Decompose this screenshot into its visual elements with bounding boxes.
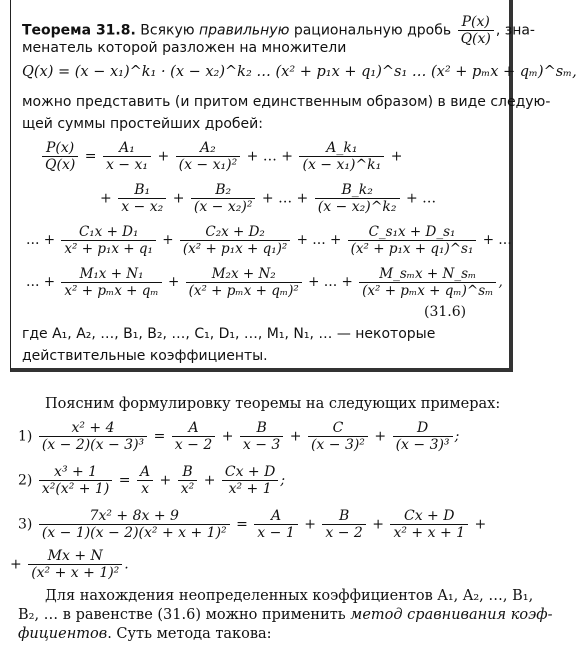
term-numerator: Mx + N [28,548,122,565]
plus-sign: + [474,516,487,533]
semicolon: ; [280,472,286,489]
term-fraction [359,266,496,299]
term-numerator: C [308,420,368,437]
term-denominator: (x² + pₘx + qₘ)² [188,283,299,299]
semicolon: ; [454,428,460,445]
term-numerator: B_k₂ [315,182,400,199]
term-denominator: (x − 1)(x − 2)(x² + x + 1)² [41,525,227,541]
plus-sign: + [203,472,216,489]
lhs-numerator: P(x) [42,140,78,157]
theorem-line-4: можно представить (и притом единственным образом) в виде следую- [22,94,551,110]
term-fraction [186,266,302,299]
decomposition-row-2 [100,182,436,215]
plus-sign: + [157,148,170,165]
term-numerator: C₁x + D₁ [61,224,156,241]
term-fraction [299,140,384,173]
term-denominator: (x² + pₘx + qₘ)^sₘ [362,283,494,299]
theorem-line-2: менатель которой разложен на множители [22,40,347,56]
theorem-text-a: Всякую [140,22,195,39]
term-numerator: x³ + 1 [39,464,112,481]
term-numerator: B₂ [191,182,256,199]
term-numerator: A [254,508,297,525]
term-numerator: A_k₁ [299,140,384,157]
term-fraction [28,548,122,581]
term-numerator: B [178,464,198,481]
term-fraction [61,224,156,257]
term-fraction [172,420,215,453]
comma: , [498,274,503,290]
lhs-denominator: Q(x) [45,157,76,173]
example-label: 3) [18,516,33,533]
closing-emphasis: фициентов [18,626,108,642]
term-denominator: (x − x₁)² [178,157,238,173]
term-denominator: x² + p₁x + q₁ [64,241,153,257]
closing-line-2 [18,607,553,623]
term-numerator: 7x² + 8x + 9 [39,508,230,525]
plus-sign: + [221,428,234,445]
term-numerator: D [393,420,453,437]
term-denominator: x − 2 [174,437,213,453]
closing-text: B₂, … в равенстве (31.6) можно применить [18,607,346,623]
term-denominator: (x − x₂)² [193,199,253,215]
term-denominator: x [141,481,149,497]
term-fraction [137,464,153,497]
term-fraction [39,464,112,497]
factorization-formula: Q(x) = (x − x₁)^k₁ · (x − x₂)^k₂ … (x² + p₁x + q₁)^s₁ … (x² + pₘx + qₘ)^sₘ, [22,64,577,80]
closing-line-3 [18,626,272,642]
term-fraction [254,508,297,541]
theorem-emphasis: правильную [198,22,290,39]
term-fraction [390,508,468,541]
examples-intro: Поясним формулировку теоремы на следующих примерах: [45,396,501,412]
term-denominator: (x − x₁)^k₁ [302,157,382,173]
term-numerator: A [137,464,153,481]
plus-sign: + [167,274,180,290]
term-fraction [393,420,453,453]
ellipsis-plus: + … + [296,232,342,248]
term-numerator: B₁ [118,182,166,199]
term-numerator: A₂ [176,140,241,157]
term-numerator: C₂x + D₂ [180,224,290,241]
ellipsis-plus: … + [26,274,56,290]
term-fraction [315,182,400,215]
term-denominator: (x − 3)³ [395,437,450,453]
plus-sign: + [162,232,174,248]
decomposition-row-1 [40,140,402,173]
term-numerator: M₁x + N₁ [61,266,161,283]
plus-sign: + [172,190,185,207]
term-denominator: x² + x + 1 [393,525,466,541]
plus-sign: + [372,516,384,533]
ellipsis-plus: + … + [261,190,309,207]
plus-sign: + [100,190,112,207]
where-line-2: действительные коэффициенты. [22,348,268,364]
term-denominator: x²(x² + 1) [41,481,110,497]
closing-line-1: Для нахождения неопределенных коэффициентов A₁, A₂, …, B₁, [45,588,534,604]
term-denominator: (x² + x + 1)² [31,565,120,581]
term-numerator: M₂x + N₂ [186,266,302,283]
lhs-fraction [42,140,78,173]
term-denominator: x² + pₘx + qₘ [64,283,159,299]
example-label: 1) [18,428,33,445]
term-fraction [118,182,166,215]
plus-sign: + [159,472,172,489]
term-fraction [322,508,365,541]
term-numerator: A₁ [103,140,151,157]
decomposition-row-3 [26,224,512,257]
ellipsis-plus: + … + [308,274,353,290]
term-fraction [308,420,368,453]
example-2 [18,464,285,497]
term-fraction [180,224,290,257]
fraction-denominator: Q(x) [460,31,491,47]
equals-sign: = [118,472,131,489]
term-fraction [39,420,147,453]
plus-sign: + [289,428,302,445]
plus-sign: + [374,428,387,445]
ellipsis-plus: + … + [246,148,294,165]
equals-sign: = [84,148,97,165]
term-numerator: x² + 4 [39,420,147,437]
term-denominator: x − 3 [242,437,281,453]
theorem-title: Теорема 31.8. [22,22,136,39]
term-denominator: x − x₂ [121,199,164,215]
term-fraction [240,420,283,453]
plus-sign: + [10,556,22,573]
term-fraction [39,508,230,541]
ellipsis-plus: … + [26,232,56,248]
term-denominator: (x − 3)² [310,437,365,453]
plus-ellipsis: + … [405,190,437,207]
term-fraction [176,140,241,173]
term-denominator: (x − 2)(x − 3)³ [41,437,145,453]
plus-sign: + [304,516,316,533]
term-denominator: x − x₁ [105,157,148,173]
term-numerator: M_sₘx + N_sₘ [359,266,496,283]
term-fraction [348,224,477,257]
term-denominator: (x − x₂)^k₂ [317,199,397,215]
decomposition-row-4 [26,266,503,299]
closing-emphasis: метод сравнивания коэф- [350,607,553,623]
equals-sign: = [236,516,248,533]
theorem-text-c: , зна- [495,22,535,39]
term-denominator: x − 1 [257,525,295,541]
term-denominator: x² [180,481,195,497]
term-numerator: B [322,508,365,525]
example-3 [18,508,486,541]
theorem-text-b: рациональную дробь [293,22,452,39]
term-fraction [61,266,161,299]
term-fraction [222,464,278,497]
term-denominator: (x² + p₁x + q₁)² [182,241,288,257]
equals-sign: = [153,428,166,445]
term-numerator: Cx + D [222,464,278,481]
fraction-numerator: P(x) [458,14,494,31]
theorem-fraction [458,14,494,47]
term-fraction [103,140,151,173]
term-denominator: x² + 1 [228,481,272,497]
equation-number: (31.6) [424,304,467,320]
term-numerator: A [172,420,215,437]
term-numerator: Cx + D [390,508,468,525]
closing-text: . Суть метода такова: [107,626,272,642]
term-numerator: B [240,420,283,437]
term-denominator: (x² + p₁x + q₁)^s₁ [350,241,474,257]
term-fraction [178,464,198,497]
example-label: 2) [18,472,33,489]
example-1 [18,420,459,453]
term-numerator: C_s₁x + D_s₁ [348,224,477,241]
term-fraction [191,182,256,215]
theorem-line-5: щей суммы простейших дробей: [22,116,263,132]
example-3-continued [10,548,129,581]
term-denominator: x − 2 [325,525,363,541]
period: . [124,556,129,573]
where-line-1: где A₁, A₂, …, B₁, B₂, …, C₁, D₁, …, M₁, N₁, … — некоторые [22,326,436,342]
plus-ellipsis: + … [482,232,512,248]
plus-sign: + [390,148,403,165]
